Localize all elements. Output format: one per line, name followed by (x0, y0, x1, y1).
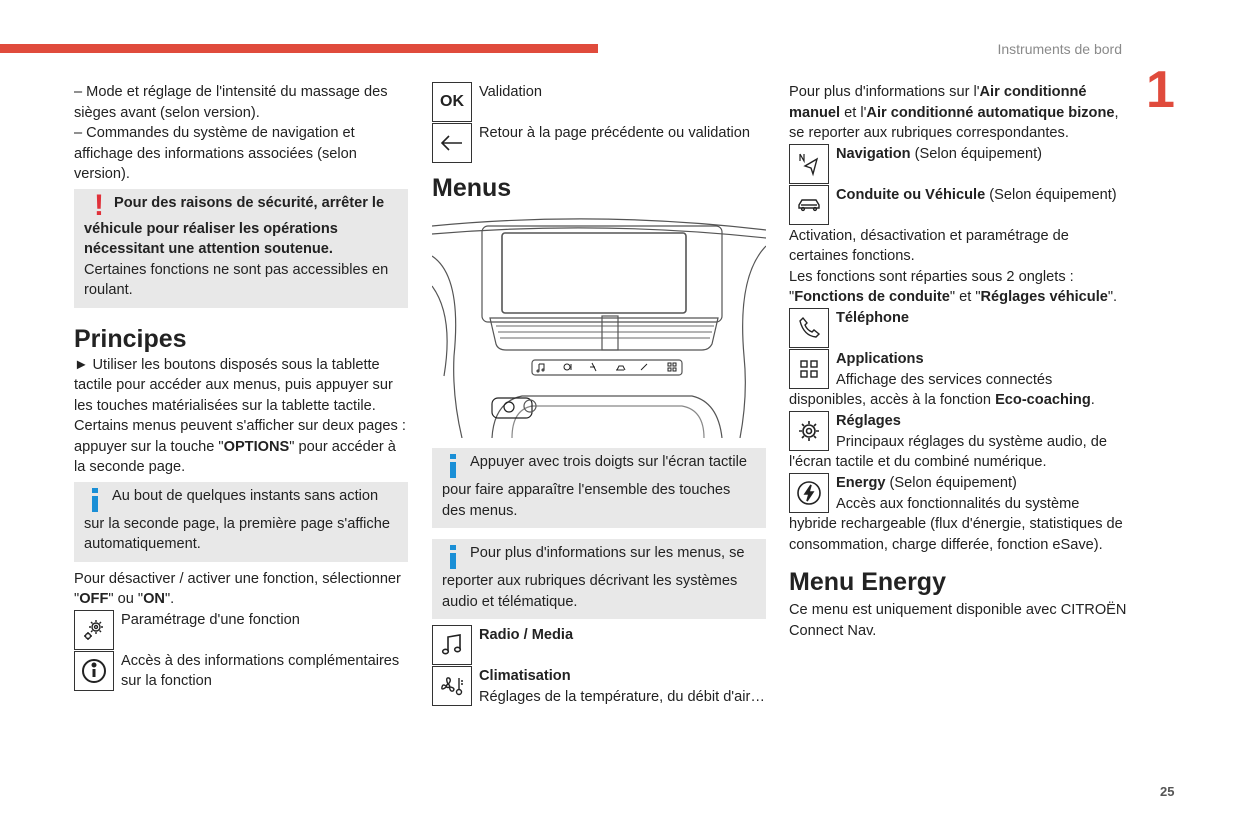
energy-final-text: Ce menu est uniquement disponible avec CITROËN Connect Nav. (789, 602, 1127, 639)
driving-text-1: Activation, désactivation et paramétrage de certaines fonctions. (789, 227, 1069, 264)
warning-icon: ! (94, 188, 104, 222)
header-accent-bar (0, 44, 598, 53)
info-circle-icon (74, 651, 114, 691)
principes-para-1: ► Utiliser les boutons disposés sous la tablette tactile pour accéder aux menus, puis appuyer sur les touches matérialisées sur la tablette tactile. (74, 356, 393, 414)
warning-box (74, 189, 408, 308)
icon1-text: Paramétrage d'une fonction (121, 611, 300, 628)
phone-title: Téléphone (836, 309, 909, 326)
icon-row-navigation (789, 144, 1127, 185)
apps-title: Applications (836, 350, 924, 367)
radio-title: Radio / Media (479, 627, 574, 643)
heading-menu-energy: Menu Energy (789, 568, 946, 596)
ok-text: Validation (479, 84, 543, 100)
icon-row-info (74, 651, 408, 692)
section-title: Instruments de bord (997, 41, 1122, 57)
icon-row-driving (789, 185, 1127, 226)
heading-principes: Principes (74, 324, 187, 353)
clim-title: Climatisation (479, 668, 571, 684)
icon-row-radio (432, 625, 766, 666)
toggle-para: Pour désactiver / activer une fonction, sélectionner "OFF" ou "ON". (74, 570, 401, 607)
chapter-number: 1 (1146, 61, 1175, 119)
warning-bold: Pour des raisons de sécurité, arrêter le véhicule pour réaliser les opérations nécessitant une attention soutenue. (84, 194, 385, 257)
warning-text: Certaines fonctions ne sont pas accessibles en roulant. (84, 261, 389, 298)
column-middle (432, 82, 766, 708)
energy-title: Energy (Selon équipement) (836, 474, 1017, 491)
aircon-para: Pour plus d'informations sur l'Air conditionné manuel et l'Air conditionné automatique bizone, se reporter aux rubriques correspondantes. (789, 84, 1119, 141)
back-text: Retour à la page précédente ou validation (479, 125, 750, 141)
back-arrow-icon (432, 123, 472, 163)
car-icon (789, 185, 829, 225)
info-icon (84, 486, 110, 514)
info-box-menus (432, 539, 766, 619)
icon-row-back (432, 123, 766, 164)
apps-text: Affichage des services connectés disponibles, accès à la fonction Eco-coaching. (789, 371, 1095, 408)
icon-row-ok (432, 82, 766, 123)
apps-grid-icon (789, 349, 829, 389)
settings-title: Réglages (836, 412, 901, 429)
ok-button-icon: OK (432, 82, 472, 122)
gear-icon (789, 411, 829, 451)
fan-thermometer-icon (432, 666, 472, 706)
energy-text: Accès aux fonctionnalités du système hybride rechargeable (flux d'énergie, statistiques de consommation, charge differée, fonction eSave). (789, 495, 1123, 553)
icon-row-apps (789, 349, 1127, 390)
driving-title: Conduite ou Véhicule (Selon équipement) (836, 186, 1117, 203)
settings-text: Principaux réglages du système audio, de l'écran tactile et du combiné numérique. (789, 433, 1107, 470)
info-icon (442, 452, 468, 480)
heading-menus: Menus (432, 174, 512, 202)
intro-line-2: – Commandes du système de navigation et affichage des informations associées (selon version). (74, 125, 357, 182)
info-box-options (74, 482, 408, 562)
driving-text-2: Les fonctions sont réparties sous 2 onglets : "Fonctions de conduite" et "Réglages véhicule". (789, 268, 1118, 305)
navigation-arrow-icon (789, 144, 829, 184)
info2-text: Pour plus d'informations sur les menus, se reporter aux rubriques décrivant les systèmes audio et télématique. (442, 545, 745, 610)
intro-line-1: – Mode et réglage de l'intensité du massage des sièges avant (selon version). (74, 84, 388, 121)
info-text: Au bout de quelques instants sans action sur la seconde page, la première page s'affiche automatiquement. (84, 487, 390, 552)
function-settings-icon (74, 610, 114, 650)
info-box-three-fingers (432, 448, 766, 528)
energy-bolt-icon (789, 473, 829, 513)
info1-text: Appuyer avec trois doigts sur l'écran tactile pour faire apparaître l'ensemble des touches des menus. (442, 454, 747, 519)
principes-para-2: Certains menus peuvent s'afficher sur deux pages : appuyer sur la touche "OPTIONS" pour accéder à la seconde page. (74, 418, 406, 475)
icon2-text: Accès à des informations complémentaires sur la fonction (121, 652, 400, 689)
column-right (789, 82, 1127, 641)
clim-text: Réglages de la température, du débit d'air… (479, 689, 765, 705)
info-icon (442, 543, 468, 571)
icon-row-energy (789, 473, 1127, 514)
phone-icon (789, 308, 829, 348)
dashboard-illustration (432, 216, 766, 438)
page-number: 25 (1160, 784, 1175, 799)
icon-row-settings (789, 411, 1127, 452)
navigation-title: Navigation (Selon équipement) (836, 145, 1043, 162)
column-left (74, 82, 408, 692)
icon-row-phone (789, 308, 1127, 349)
icon-row-settings (74, 610, 408, 651)
music-note-icon (432, 625, 472, 665)
icon-row-clim (432, 666, 766, 707)
